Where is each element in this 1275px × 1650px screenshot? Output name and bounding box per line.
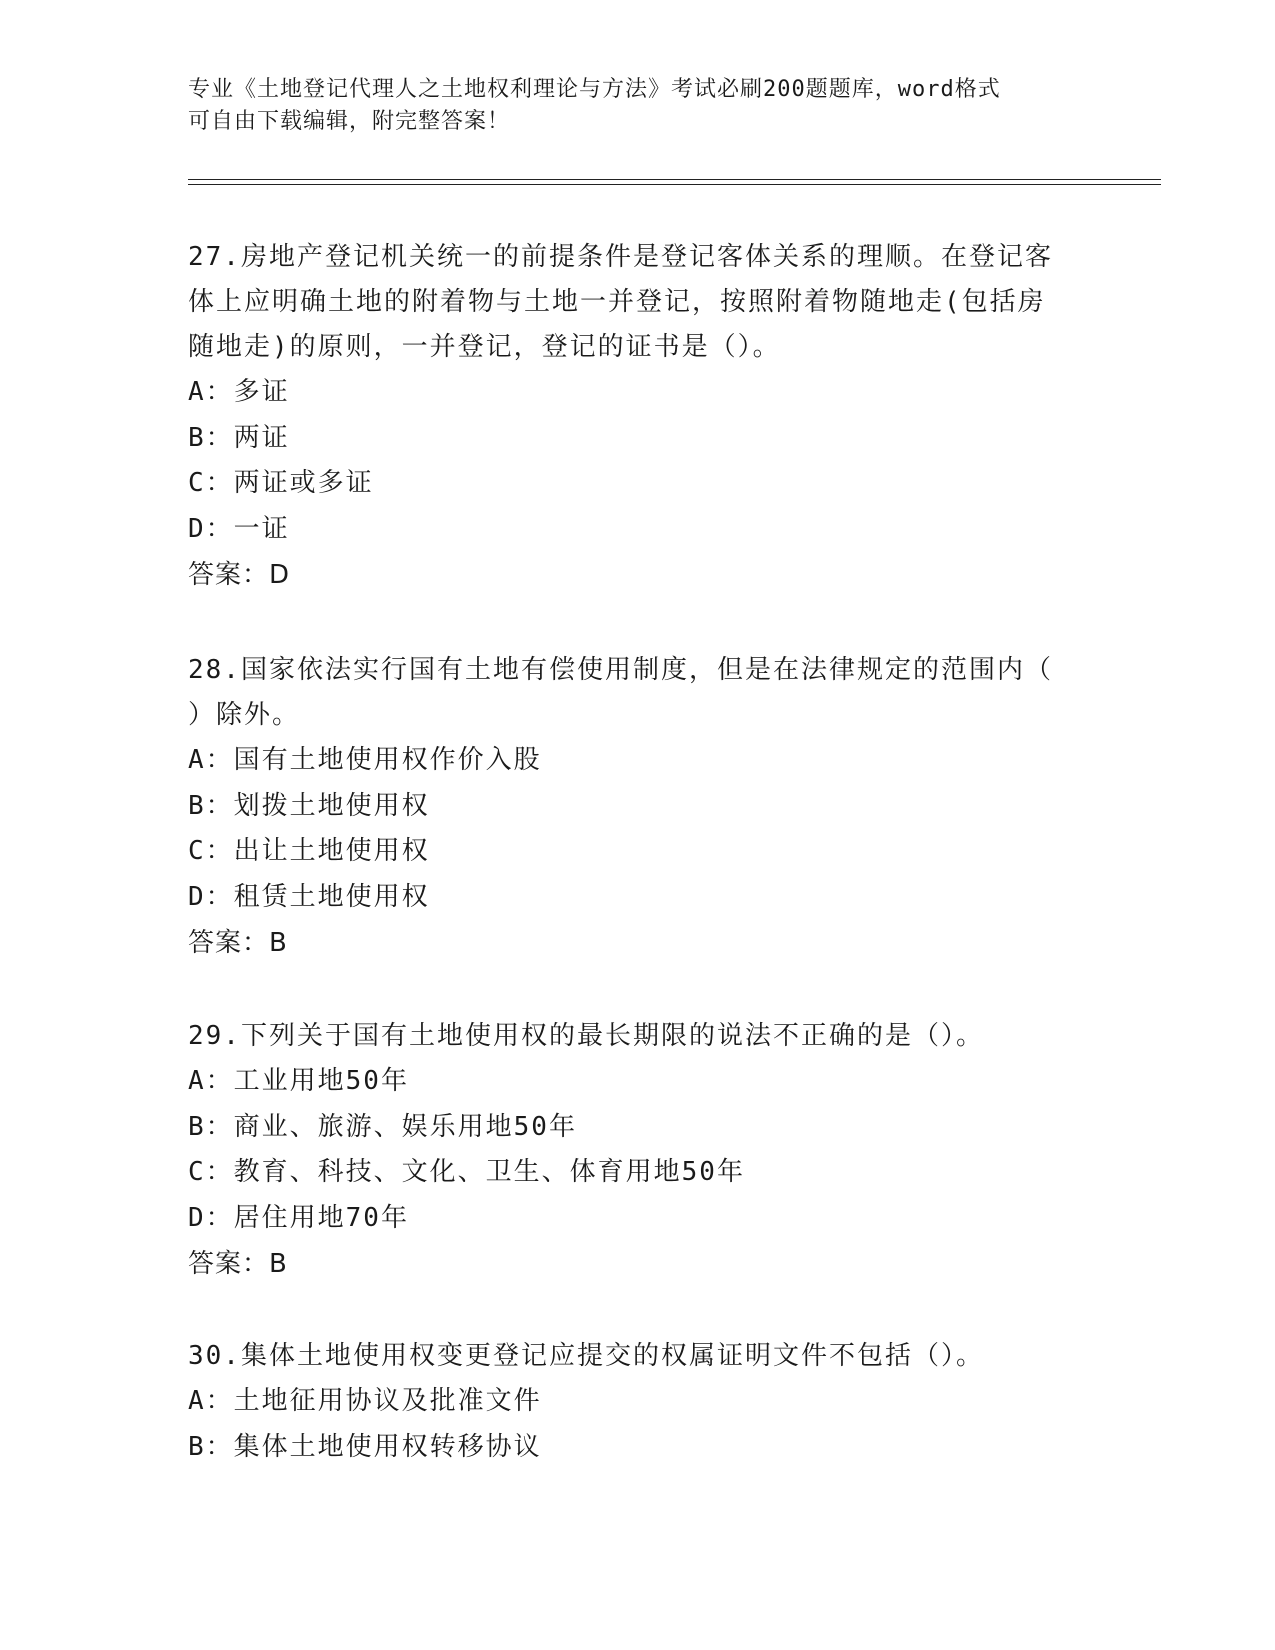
option-a: A：多证 [188, 377, 290, 407]
question-stem [188, 235, 1088, 370]
question-stem [188, 648, 1088, 738]
option-d: D：租赁土地使用权 [188, 881, 430, 912]
answer: 答案：B [188, 928, 288, 958]
stem-line: 30.集体土地使用权变更登记应提交的权属证明文件不包括（）。 [188, 1341, 984, 1371]
answer: 答案：D [188, 560, 291, 590]
option-c: C：两证或多证 [188, 468, 374, 498]
option-d: D：居住用地70年 [188, 1202, 409, 1233]
stem-line: 27.房地产登记机关统一的前提条件是登记客体关系的理顺。在登记客 [188, 242, 1053, 272]
stem-line: 29.下列关于国有土地使用权的最长期限的说法不正确的是（）。 [188, 1021, 984, 1051]
stem-line: 随地走)的原则，一并登记，登记的证书是（）。 [188, 332, 781, 362]
option-c: C：出让土地使用权 [188, 836, 430, 866]
question-30 [188, 1334, 1088, 1470]
option-a: A：国有土地使用权作价入股 [188, 745, 542, 775]
option-b: B：集体土地使用权转移协议 [188, 1431, 542, 1462]
question-29 [188, 1014, 1088, 1287]
header-line-1: 专业《土地登记代理人之土地权利理论与方法》考试必刷200题题库，word格式 [188, 77, 1001, 102]
header-divider-bottom [188, 184, 1161, 185]
option-b: B：商业、旅游、娱乐用地50年 [188, 1111, 577, 1142]
question-stem [188, 1014, 1088, 1059]
header-line-2: 可自由下载编辑，附完整答案！ [188, 109, 511, 134]
stem-line: ）除外。 [188, 700, 301, 730]
option-d: D：一证 [188, 513, 290, 544]
option-b: B：划拨土地使用权 [188, 790, 430, 821]
header-divider-top [188, 179, 1161, 180]
question-27 [188, 235, 1088, 598]
stem-line: 28.国家依法实行国有土地有偿使用制度，但是在法律规定的范围内（ [188, 655, 1053, 685]
option-c: C：教育、科技、文化、卫生、体育用地50年 [188, 1157, 745, 1187]
stem-line: 体上应明确土地的附着物与土地一并登记，按照附着物随地走(包括房 [188, 287, 1046, 317]
question-stem [188, 1334, 1088, 1379]
option-a: A：土地征用协议及批准文件 [188, 1386, 542, 1416]
option-a: A：工业用地50年 [188, 1066, 409, 1096]
question-28 [188, 648, 1088, 966]
answer: 答案：B [188, 1249, 288, 1279]
document-header [188, 74, 1068, 138]
option-b: B：两证 [188, 422, 290, 453]
